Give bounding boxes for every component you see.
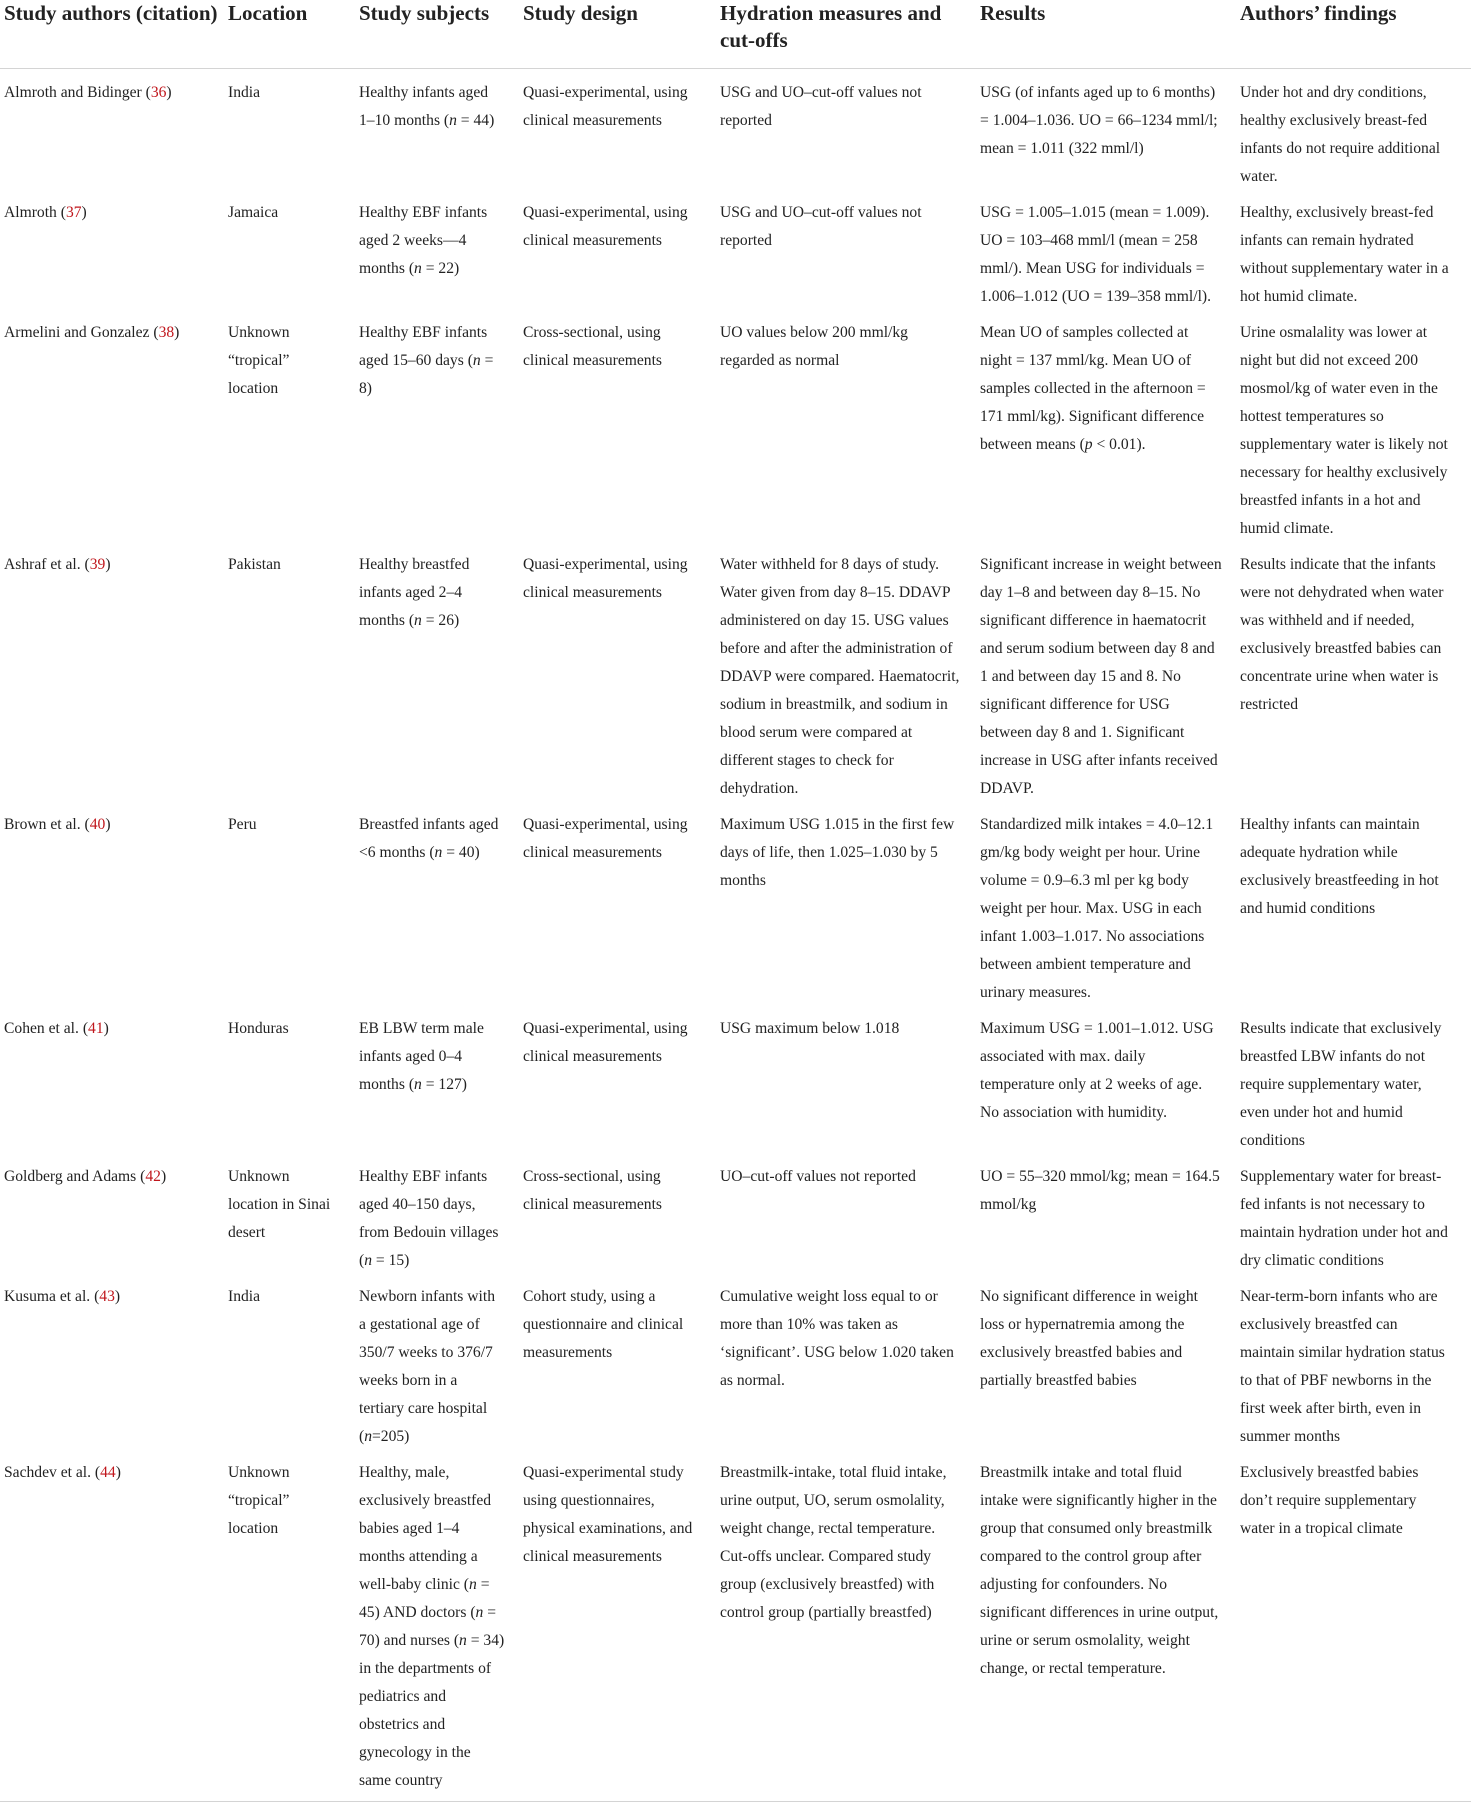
- citation-link[interactable]: 36: [150, 84, 167, 101]
- author-name: Ashraf et al.: [4, 556, 81, 573]
- author-name: Cohen et al.: [4, 1020, 79, 1037]
- cell-authors-findings: Results indicate that exclusively breastfed LBW infants do not require supplementary water, even under hot and humid conditions: [1240, 1020, 1442, 1149]
- table-header: [0, 0, 1471, 69]
- cell-results: USG (of infants aged up to 6 months) = 1.004–1.036. UO = 66–1234 mml/l; mean = 1.011 (322 mml/l): [980, 84, 1218, 157]
- cell-hydration-measures: USG and UO–cut-off values not reported: [720, 204, 922, 249]
- cell-study-authors: Kusuma et al. (43): [4, 1288, 121, 1305]
- cell-study-subjects: Healthy EBF infants aged 2 weeks—4 months (n = 22): [359, 204, 488, 277]
- table-row: [0, 191, 1471, 311]
- cell-results: Maximum USG = 1.001–1.012. USG associated with max. daily temperature only at 2 weeks of age. No association with humidity.: [980, 1020, 1214, 1121]
- citation-link[interactable]: 40: [89, 816, 106, 833]
- cell-study-authors: Armelini and Gonzalez (38): [4, 324, 180, 341]
- citation-link[interactable]: 42: [145, 1168, 161, 1185]
- header-results: Results: [980, 0, 1240, 69]
- cell-study-authors: Ashraf et al. (39): [4, 556, 111, 573]
- citation-link[interactable]: 37: [65, 204, 82, 221]
- cell-study-design: Quasi-experimental, using clinical measurements: [523, 556, 688, 601]
- cell-hydration-measures: USG and UO–cut-off values not reported: [720, 84, 922, 129]
- cell-hydration-measures: Breastmilk-intake, total fluid intake, urine output, UO, serum osmolality, weight change, rectal temperature. Cut-offs unclear. Compared study group (exclusively breastfed) with control group (partially breastfed): [720, 1451, 980, 1802]
- cell-study-design: Quasi-experimental study using questionnaires, physical examinations, and clinical measurements: [523, 1451, 720, 1802]
- table-row: [0, 69, 1471, 192]
- citation-link[interactable]: 41: [88, 1020, 104, 1037]
- cell-location: Honduras: [228, 1020, 289, 1037]
- cell-study-design: Cross-sectional, using clinical measurements: [523, 324, 662, 369]
- table-body: [0, 69, 1471, 1802]
- cell-location: Unknown location in Sinai desert: [228, 1168, 331, 1241]
- cell-authors-findings: Under hot and dry conditions, healthy exclusively breast-fed infants do not require additional water.: [1240, 84, 1441, 185]
- table-row: [0, 1275, 1471, 1451]
- header-hydration-measures: Hydration measures and cut-offs: [720, 0, 980, 69]
- table-row: [0, 1451, 1471, 1802]
- cell-study-subjects: Healthy, male, exclusively breastfed babies aged 1–4 months attending a well-baby clinic (n = 45) AND doctors (n = 70) and nurses (n = 34) in the departments of pediatrics and obstetrics and gynecology in the same country: [359, 1451, 523, 1802]
- cell-study-subjects: Breastfed infants aged <6 months (n = 40): [359, 816, 499, 861]
- cell-authors-findings: Urine osmalality was lower at night but did not exceed 200 mosmol/kg of water even in the hottest temperatures so supplementary water is likely not necessary for healthy exclusively breastfed infants in a hot and humid climate.: [1240, 324, 1448, 537]
- table-row: [0, 311, 1471, 543]
- citation-link[interactable]: 44: [100, 1464, 116, 1481]
- cell-authors-findings: Healthy, exclusively breast-fed infants can remain hydrated without supplementary water in a hot humid climate.: [1240, 204, 1449, 305]
- author-name: Almroth and Bidinger: [4, 84, 142, 101]
- cell-location: Pakistan: [228, 556, 281, 573]
- author-name: Kusuma et al.: [4, 1288, 91, 1305]
- citation-link[interactable]: 43: [99, 1288, 115, 1305]
- cell-location: Jamaica: [228, 204, 279, 221]
- author-name: Almroth: [4, 204, 57, 221]
- cell-hydration-measures: Water withheld for 8 days of study. Water given from day 8–15. DDAVP administered on day 15. USG values before and after the administration of DDAVP were compared. Haematocrit, sodium in breastmilk, and sodium in blood serum were compared at different stages to check for dehydration.: [720, 556, 960, 797]
- cell-results: UO = 55–320 mmol/kg; mean = 164.5 mmol/kg: [980, 1168, 1220, 1213]
- cell-study-subjects: Healthy infants aged 1–10 months (n = 44): [359, 84, 495, 129]
- cell-results: No significant difference in weight loss or hypernatremia among the exclusively breastfed babies and partially breastfed babies: [980, 1288, 1198, 1389]
- cell-hydration-measures: Maximum USG 1.015 in the first few days of life, then 1.025–1.030 by 5 months: [720, 816, 955, 889]
- cell-study-authors: Almroth and Bidinger (36): [4, 84, 172, 101]
- cell-study-subjects: Healthy breastfed infants aged 2–4 months (n = 26): [359, 556, 470, 629]
- table-row: [0, 1007, 1471, 1155]
- cell-study-authors: Almroth (37): [4, 204, 87, 221]
- cell-study-authors: Goldberg and Adams (42): [4, 1168, 167, 1185]
- cell-study-authors: Brown et al. (40): [4, 816, 111, 833]
- cell-study-design: Cohort study, using a questionnaire and clinical measurements: [523, 1288, 684, 1361]
- author-name: Brown et al.: [4, 816, 81, 833]
- cell-authors-findings: Results indicate that the infants were not dehydrated when water was withheld and if needed, exclusively breastfed babies can concentrate urine when water is restricted: [1240, 556, 1444, 713]
- cell-study-subjects: EB LBW term male infants aged 0–4 months (n = 127): [359, 1020, 484, 1093]
- cell-location: India: [228, 84, 261, 101]
- author-name: Goldberg and Adams: [4, 1168, 137, 1185]
- cell-authors-findings: Exclusively breastfed babies don’t require supplementary water in a tropical climate: [1240, 1451, 1471, 1802]
- cell-study-design: Quasi-experimental, using clinical measurements: [523, 84, 688, 129]
- header-study-subjects: Study subjects: [359, 0, 523, 69]
- cell-location: Unknown “tropical” location: [228, 1451, 359, 1802]
- cell-hydration-measures: Cumulative weight loss equal to or more than 10% was taken as ‘significant’. USG below 1.020 taken as normal.: [720, 1288, 954, 1389]
- cell-authors-findings: Supplementary water for breast-fed infants is not necessary to maintain hydration under hot and dry climatic conditions: [1240, 1168, 1448, 1269]
- cell-study-subjects: Healthy EBF infants aged 40–150 days, from Bedouin villages (n = 15): [359, 1168, 499, 1269]
- cell-study-authors: Cohen et al. (41): [4, 1020, 109, 1037]
- citation-link[interactable]: 39: [89, 556, 106, 573]
- cell-hydration-measures: UO values below 200 mml/kg regarded as normal: [720, 324, 908, 369]
- cell-study-design: Quasi-experimental, using clinical measurements: [523, 816, 688, 861]
- cell-location: Peru: [228, 816, 257, 833]
- cell-authors-findings: Healthy infants can maintain adequate hydration while exclusively breastfeeding in hot and humid conditions: [1240, 816, 1439, 917]
- cell-study-design: Quasi-experimental, using clinical measurements: [523, 1020, 688, 1065]
- cell-hydration-measures: UO–cut-off values not reported: [720, 1168, 916, 1185]
- cell-authors-findings: Near-term-born infants who are exclusively breastfed can maintain similar hydration status to that of PBF newborns in the first week after birth, even in summer months: [1240, 1288, 1445, 1445]
- cell-study-design: Cross-sectional, using clinical measurements: [523, 1168, 662, 1213]
- cell-study-design: Quasi-experimental, using clinical measurements: [523, 204, 688, 249]
- cell-location: Unknown “tropical” location: [228, 324, 290, 397]
- table-row: [0, 803, 1471, 1007]
- header-study-authors: Study authors (citation): [0, 0, 228, 69]
- cell-results: Mean UO of samples collected at night = 137 mml/kg. Mean UO of samples collected in the afternoon = 171 mml/kg). Significant difference between means (p < 0.01).: [980, 324, 1206, 453]
- cell-study-authors: Sachdev et al. (44): [0, 1451, 228, 1802]
- cell-results: Standardized milk intakes = 4.0–12.1 gm/kg body weight per hour. Urine volume = 0.9–6.3 ml per kg body weight per hour. Max. USG in each infant 1.003–1.017. No associations between ambient temperature and urinary measures.: [980, 816, 1214, 1001]
- cell-study-subjects: Newborn infants with a gestational age of 350/7 weeks to 376/7 weeks born in a tertiary care hospital (n=205): [359, 1288, 495, 1445]
- header-study-design: Study design: [523, 0, 720, 69]
- citation-link[interactable]: 38: [158, 324, 175, 341]
- author-name: Sachdev et al.: [4, 1464, 92, 1481]
- cell-results: Breastmilk intake and total fluid intake were significantly higher in the group that consumed only breastmilk compared to the control group after adjusting for confounders. No significant differences in urine output, urine or serum osmolality, weight change, or rectal temperature.: [980, 1451, 1240, 1802]
- table-row: [0, 1155, 1471, 1275]
- cell-results: Significant increase in weight between day 1–8 and between day 8–15. No significant difference in haematocrit and serum sodium between day 8 and 1 and between day 15 and 8. No significant difference for USG between day 8 and 1. Significant increase in USG after infants received DDAVP.: [980, 556, 1222, 797]
- cell-results: USG = 1.005–1.015 (mean = 1.009). UO = 103–468 mml/l (mean = 258 mml/). Mean USG for individuals = 1.006–1.012 (UO = 139–358 mml/l).: [980, 204, 1211, 305]
- cell-study-subjects: Healthy EBF infants aged 15–60 days (n = 8): [359, 324, 494, 397]
- table-row: [0, 543, 1471, 803]
- author-name: Armelini and Gonzalez: [4, 324, 150, 341]
- cell-location: India: [228, 1288, 261, 1305]
- cell-hydration-measures: USG maximum below 1.018: [720, 1020, 900, 1037]
- header-row: [0, 0, 1471, 69]
- header-authors-findings: Authors’ findings: [1240, 0, 1471, 69]
- header-location: Location: [228, 0, 359, 69]
